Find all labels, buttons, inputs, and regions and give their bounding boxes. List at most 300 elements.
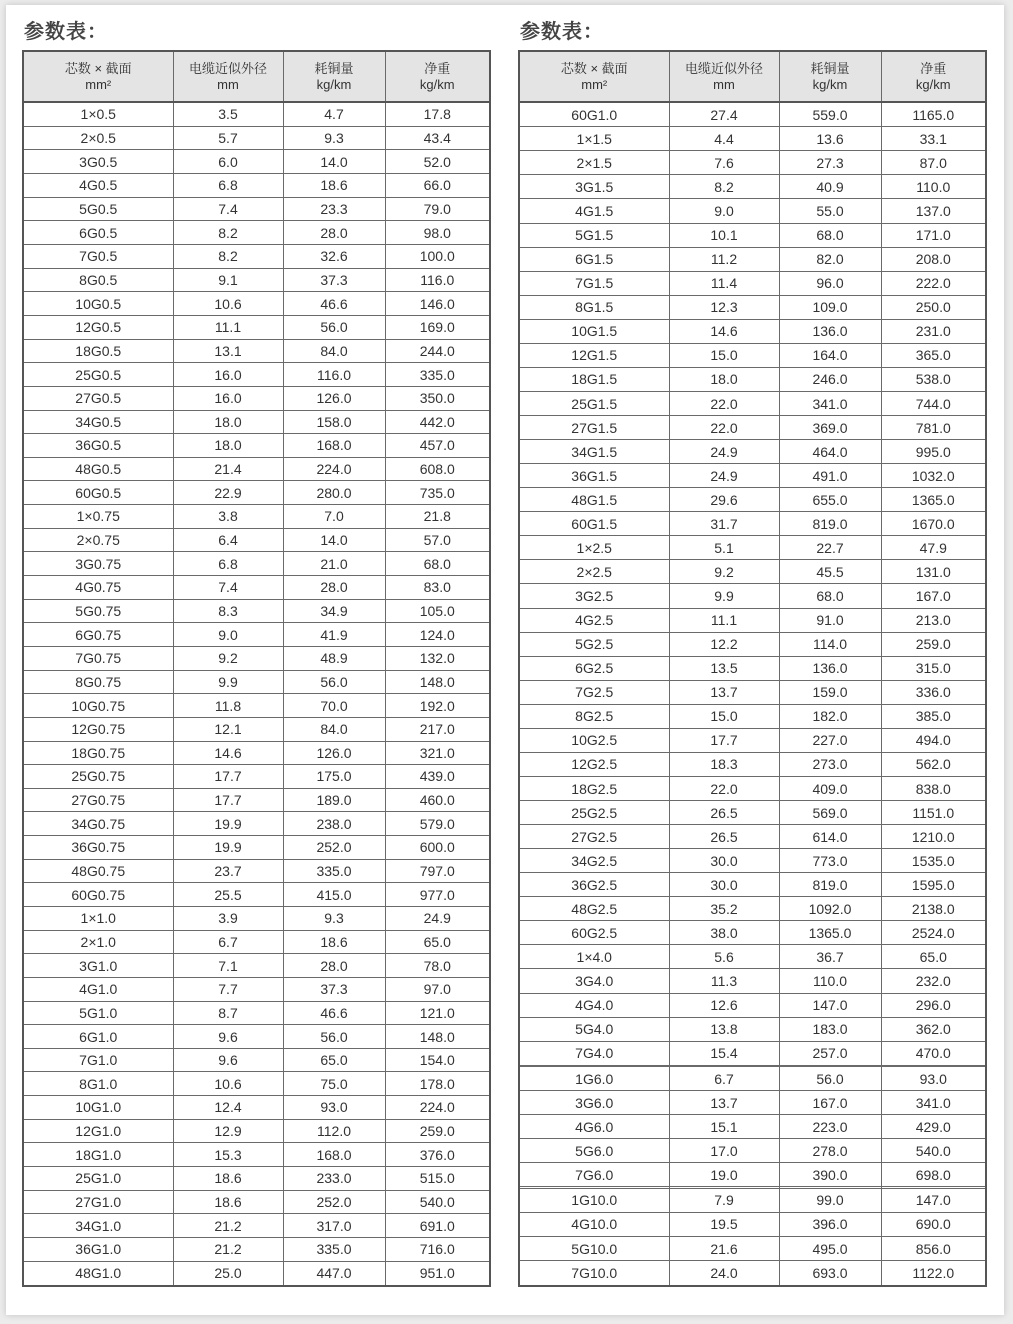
cell-copper-weight: 14.0 — [283, 528, 385, 552]
table-row — [519, 1139, 986, 1163]
cell-net-weight: 296.0 — [881, 993, 986, 1017]
right-parameter-table — [518, 50, 987, 1287]
cell-cores-section: 12G0.75 — [23, 717, 173, 741]
cell-copper-weight: 34.9 — [283, 599, 385, 623]
cell-outer-diameter: 8.2 — [173, 245, 283, 269]
cell-copper-weight: 257.0 — [779, 1041, 881, 1065]
cell-copper-weight: 27.3 — [779, 151, 881, 175]
cell-outer-diameter: 25.5 — [173, 883, 283, 907]
cell-outer-diameter: 26.5 — [669, 801, 779, 825]
table-row — [519, 584, 986, 608]
table-row — [519, 416, 986, 440]
table-row — [23, 1261, 490, 1286]
cell-outer-diameter: 38.0 — [669, 921, 779, 945]
cell-copper-weight: 114.0 — [779, 632, 881, 656]
cell-cores-section: 36G1.5 — [519, 464, 669, 488]
cell-cores-section: 4G10.0 — [519, 1212, 669, 1236]
cell-net-weight: 315.0 — [881, 656, 986, 680]
table-row — [23, 150, 490, 174]
cell-outer-diameter: 19.9 — [173, 812, 283, 836]
cell-copper-weight: 18.6 — [283, 930, 385, 954]
cell-cores-section: 7G6.0 — [519, 1163, 669, 1187]
table-row — [23, 717, 490, 741]
cell-net-weight: 259.0 — [385, 1119, 490, 1143]
cell-outer-diameter: 12.2 — [669, 632, 779, 656]
cell-outer-diameter: 11.8 — [173, 694, 283, 718]
cell-cores-section: 48G1.0 — [23, 1261, 173, 1286]
cell-copper-weight: 91.0 — [779, 608, 881, 632]
right-table-body — [519, 102, 986, 1286]
cell-net-weight: 977.0 — [385, 883, 490, 907]
cell-outer-diameter: 6.0 — [173, 150, 283, 174]
cell-outer-diameter: 15.1 — [669, 1115, 779, 1139]
table-row — [23, 126, 490, 150]
cell-outer-diameter: 23.7 — [173, 859, 283, 883]
cell-cores-section: 3G4.0 — [519, 969, 669, 993]
cell-copper-weight: 28.0 — [283, 954, 385, 978]
cell-net-weight: 365.0 — [881, 343, 986, 367]
table-row — [519, 536, 986, 560]
cell-cores-section: 25G0.5 — [23, 363, 173, 387]
cell-cores-section: 27G2.5 — [519, 825, 669, 849]
cell-copper-weight: 36.7 — [779, 945, 881, 969]
cell-outer-diameter: 35.2 — [669, 897, 779, 921]
table-row — [519, 560, 986, 584]
table-row — [519, 1067, 986, 1091]
header-net-weight: 净重 kg/km — [385, 51, 490, 102]
cell-net-weight: 68.0 — [385, 552, 490, 576]
cell-net-weight: 132.0 — [385, 646, 490, 670]
cell-net-weight: 131.0 — [881, 560, 986, 584]
table-row — [23, 245, 490, 269]
table-row — [23, 623, 490, 647]
cell-cores-section: 25G2.5 — [519, 801, 669, 825]
cell-net-weight: 376.0 — [385, 1143, 490, 1167]
cell-net-weight: 222.0 — [881, 271, 986, 295]
cell-cores-section: 18G0.75 — [23, 741, 173, 765]
cell-copper-weight: 136.0 — [779, 656, 881, 680]
cell-net-weight: 350.0 — [385, 386, 490, 410]
cell-copper-weight: 164.0 — [779, 343, 881, 367]
cell-outer-diameter: 7.4 — [173, 576, 283, 600]
cell-net-weight: 797.0 — [385, 859, 490, 883]
table-row — [519, 897, 986, 921]
table-row — [519, 391, 986, 415]
cell-outer-diameter: 15.3 — [173, 1143, 283, 1167]
cell-net-weight: 105.0 — [385, 599, 490, 623]
cell-copper-weight: 159.0 — [779, 680, 881, 704]
table-row — [23, 788, 490, 812]
right-table-title: 参数表： — [520, 19, 604, 43]
cell-copper-weight: 168.0 — [283, 434, 385, 458]
table-row — [519, 993, 986, 1017]
cell-copper-weight: 45.5 — [779, 560, 881, 584]
cell-copper-weight: 40.9 — [779, 175, 881, 199]
cell-cores-section: 7G10.0 — [519, 1261, 669, 1286]
cell-cores-section: 6G0.75 — [23, 623, 173, 647]
cell-cores-section: 5G2.5 — [519, 632, 669, 656]
table-row — [519, 608, 986, 632]
header-copper-weight: 耗铜量 kg/km — [779, 51, 881, 102]
cell-cores-section: 34G2.5 — [519, 849, 669, 873]
table-row — [23, 386, 490, 410]
cell-copper-weight: 569.0 — [779, 801, 881, 825]
cell-outer-diameter: 4.4 — [669, 127, 779, 151]
cell-copper-weight: 22.7 — [779, 536, 881, 560]
cell-outer-diameter: 16.0 — [173, 363, 283, 387]
cell-outer-diameter: 15.0 — [669, 343, 779, 367]
table-row — [23, 1167, 490, 1191]
cell-cores-section: 2×1.5 — [519, 151, 669, 175]
cell-net-weight: 562.0 — [881, 752, 986, 776]
cell-net-weight: 17.8 — [385, 102, 490, 126]
cell-cores-section: 7G2.5 — [519, 680, 669, 704]
cell-net-weight: 93.0 — [881, 1067, 986, 1091]
cell-cores-section: 8G0.75 — [23, 670, 173, 694]
cell-copper-weight: 147.0 — [779, 993, 881, 1017]
cell-outer-diameter: 10.6 — [173, 1072, 283, 1096]
table-row — [519, 752, 986, 776]
cell-net-weight: 65.0 — [881, 945, 986, 969]
cell-net-weight: 460.0 — [385, 788, 490, 812]
cell-net-weight: 690.0 — [881, 1212, 986, 1236]
table-row — [519, 440, 986, 464]
table-row — [519, 247, 986, 271]
cell-copper-weight: 7.0 — [283, 505, 385, 529]
cell-copper-weight: 252.0 — [283, 836, 385, 860]
cell-outer-diameter: 22.9 — [173, 481, 283, 505]
cell-copper-weight: 23.3 — [283, 197, 385, 221]
cell-cores-section: 10G0.5 — [23, 292, 173, 316]
cell-copper-weight: 495.0 — [779, 1236, 881, 1260]
cell-cores-section: 34G1.0 — [23, 1214, 173, 1238]
cell-cores-section: 60G0.5 — [23, 481, 173, 505]
table-row — [519, 1115, 986, 1139]
table-row — [519, 1041, 986, 1065]
cell-cores-section: 36G0.75 — [23, 836, 173, 860]
cell-copper-weight: 56.0 — [283, 1025, 385, 1049]
table-row — [23, 741, 490, 765]
cell-copper-weight: 280.0 — [283, 481, 385, 505]
cell-net-weight: 335.0 — [385, 363, 490, 387]
table-row — [23, 576, 490, 600]
cell-cores-section: 4G4.0 — [519, 993, 669, 1017]
cell-cores-section: 10G1.5 — [519, 319, 669, 343]
table-row — [23, 1143, 490, 1167]
cell-net-weight: 178.0 — [385, 1072, 490, 1096]
header-net-weight: 净重 kg/km — [881, 51, 986, 102]
table-row — [23, 765, 490, 789]
table-row — [23, 457, 490, 481]
cell-copper-weight: 409.0 — [779, 776, 881, 800]
cell-net-weight: 457.0 — [385, 434, 490, 458]
table-row — [23, 552, 490, 576]
table-row — [519, 945, 986, 969]
cell-outer-diameter: 5.7 — [173, 126, 283, 150]
cell-net-weight: 167.0 — [881, 584, 986, 608]
table-row — [519, 1236, 986, 1260]
cell-copper-weight: 233.0 — [283, 1167, 385, 1191]
cell-copper-weight: 136.0 — [779, 319, 881, 343]
cell-copper-weight: 65.0 — [283, 1048, 385, 1072]
cell-outer-diameter: 18.0 — [669, 367, 779, 391]
table-row — [519, 295, 986, 319]
cell-cores-section: 6G0.5 — [23, 221, 173, 245]
cell-outer-diameter: 13.7 — [669, 680, 779, 704]
cell-net-weight: 1535.0 — [881, 849, 986, 873]
cell-copper-weight: 317.0 — [283, 1214, 385, 1238]
table-row — [23, 1096, 490, 1120]
cell-copper-weight: 9.3 — [283, 126, 385, 150]
cell-copper-weight: 110.0 — [779, 969, 881, 993]
cell-copper-weight: 464.0 — [779, 440, 881, 464]
table-row — [519, 1188, 986, 1212]
table-row — [519, 704, 986, 728]
table-row — [519, 367, 986, 391]
cell-copper-weight: 335.0 — [283, 1237, 385, 1261]
table-row — [519, 512, 986, 536]
cell-cores-section: 3G2.5 — [519, 584, 669, 608]
cell-net-weight: 259.0 — [881, 632, 986, 656]
table-row — [23, 1048, 490, 1072]
cell-outer-diameter: 13.1 — [173, 339, 283, 363]
cell-copper-weight: 335.0 — [283, 859, 385, 883]
cell-net-weight: 124.0 — [385, 623, 490, 647]
cell-cores-section: 48G0.75 — [23, 859, 173, 883]
cell-net-weight: 232.0 — [881, 969, 986, 993]
cell-copper-weight: 246.0 — [779, 367, 881, 391]
cell-cores-section: 7G1.5 — [519, 271, 669, 295]
cell-net-weight: 21.8 — [385, 505, 490, 529]
cell-copper-weight: 773.0 — [779, 849, 881, 873]
cell-copper-weight: 84.0 — [283, 717, 385, 741]
table-row — [519, 127, 986, 151]
table-row — [519, 102, 986, 127]
document-sheet — [6, 5, 1004, 1315]
cell-outer-diameter: 18.6 — [173, 1190, 283, 1214]
cell-net-weight: 100.0 — [385, 245, 490, 269]
cell-copper-weight: 415.0 — [283, 883, 385, 907]
table-row — [23, 1237, 490, 1261]
cell-cores-section: 34G1.5 — [519, 440, 669, 464]
cell-cores-section: 4G1.0 — [23, 977, 173, 1001]
table-row — [23, 694, 490, 718]
cell-copper-weight: 167.0 — [779, 1091, 881, 1115]
cell-net-weight: 169.0 — [385, 315, 490, 339]
cell-outer-diameter: 24.0 — [669, 1261, 779, 1286]
cell-net-weight: 217.0 — [385, 717, 490, 741]
table-row — [23, 102, 490, 126]
cell-net-weight: 192.0 — [385, 694, 490, 718]
cell-net-weight: 47.9 — [881, 536, 986, 560]
cell-cores-section: 18G2.5 — [519, 776, 669, 800]
cell-cores-section: 3G1.5 — [519, 175, 669, 199]
cell-copper-weight: 1365.0 — [779, 921, 881, 945]
cell-outer-diameter: 6.7 — [173, 930, 283, 954]
cell-cores-section: 3G0.5 — [23, 150, 173, 174]
cell-net-weight: 538.0 — [881, 367, 986, 391]
cell-outer-diameter: 24.9 — [669, 440, 779, 464]
cell-net-weight: 97.0 — [385, 977, 490, 1001]
cell-outer-diameter: 12.3 — [669, 295, 779, 319]
cell-net-weight: 43.4 — [385, 126, 490, 150]
cell-net-weight: 600.0 — [385, 836, 490, 860]
cell-net-weight: 442.0 — [385, 410, 490, 434]
table-row — [23, 930, 490, 954]
cell-cores-section: 5G0.75 — [23, 599, 173, 623]
cell-copper-weight: 37.3 — [283, 268, 385, 292]
cell-net-weight: 540.0 — [881, 1139, 986, 1163]
table-row — [519, 825, 986, 849]
cell-outer-diameter: 22.0 — [669, 776, 779, 800]
cell-net-weight: 87.0 — [881, 151, 986, 175]
cell-cores-section: 18G1.5 — [519, 367, 669, 391]
cell-outer-diameter: 24.9 — [669, 464, 779, 488]
cell-net-weight: 208.0 — [881, 247, 986, 271]
cell-cores-section: 2×0.75 — [23, 528, 173, 552]
cell-outer-diameter: 9.1 — [173, 268, 283, 292]
cell-outer-diameter: 25.0 — [173, 1261, 283, 1286]
table-row — [519, 873, 986, 897]
cell-cores-section: 27G1.0 — [23, 1190, 173, 1214]
cell-cores-section: 27G0.75 — [23, 788, 173, 812]
cell-net-weight: 781.0 — [881, 416, 986, 440]
table-row — [23, 646, 490, 670]
cell-cores-section: 5G1.0 — [23, 1001, 173, 1025]
cell-cores-section: 1G6.0 — [519, 1067, 669, 1091]
cell-cores-section: 12G1.0 — [23, 1119, 173, 1143]
cell-outer-diameter: 12.9 — [173, 1119, 283, 1143]
table-row — [519, 680, 986, 704]
cell-cores-section: 12G1.5 — [519, 343, 669, 367]
cell-cores-section: 7G1.0 — [23, 1048, 173, 1072]
cell-outer-diameter: 7.6 — [669, 151, 779, 175]
cell-net-weight: 429.0 — [881, 1115, 986, 1139]
cell-cores-section: 3G0.75 — [23, 552, 173, 576]
cell-cores-section: 25G1.5 — [519, 391, 669, 415]
cell-net-weight: 341.0 — [881, 1091, 986, 1115]
right-header-row — [519, 51, 986, 102]
cell-copper-weight: 82.0 — [779, 247, 881, 271]
cell-cores-section: 48G0.5 — [23, 457, 173, 481]
cell-outer-diameter: 9.9 — [669, 584, 779, 608]
header-cores-section: 芯数 × 截面 mm² — [519, 51, 669, 102]
cell-cores-section: 12G0.5 — [23, 315, 173, 339]
table-row — [519, 921, 986, 945]
cell-net-weight: 744.0 — [881, 391, 986, 415]
cell-outer-diameter: 3.5 — [173, 102, 283, 126]
cell-outer-diameter: 17.7 — [173, 765, 283, 789]
table-row — [519, 343, 986, 367]
cell-outer-diameter: 9.0 — [669, 199, 779, 223]
cell-net-weight: 147.0 — [881, 1188, 986, 1212]
cell-outer-diameter: 9.2 — [173, 646, 283, 670]
table-row — [23, 505, 490, 529]
cell-outer-diameter: 17.0 — [669, 1139, 779, 1163]
table-row — [519, 728, 986, 752]
cell-outer-diameter: 22.0 — [669, 416, 779, 440]
cell-outer-diameter: 9.6 — [173, 1048, 283, 1072]
cell-net-weight: 735.0 — [385, 481, 490, 505]
cell-copper-weight: 4.7 — [283, 102, 385, 126]
cell-outer-diameter: 30.0 — [669, 873, 779, 897]
table-row — [23, 1190, 490, 1214]
cell-net-weight: 1595.0 — [881, 873, 986, 897]
cell-outer-diameter: 7.9 — [669, 1188, 779, 1212]
cell-outer-diameter: 6.8 — [173, 174, 283, 198]
table-row — [519, 488, 986, 512]
cell-copper-weight: 183.0 — [779, 1017, 881, 1041]
cell-copper-weight: 9.3 — [283, 906, 385, 930]
cell-outer-diameter: 8.2 — [669, 175, 779, 199]
cell-copper-weight: 273.0 — [779, 752, 881, 776]
cell-copper-weight: 75.0 — [283, 1072, 385, 1096]
cell-copper-weight: 278.0 — [779, 1139, 881, 1163]
cell-cores-section: 1×0.75 — [23, 505, 173, 529]
cell-copper-weight: 224.0 — [283, 457, 385, 481]
table-row — [23, 883, 490, 907]
table-row — [519, 1212, 986, 1236]
cell-cores-section: 36G1.0 — [23, 1237, 173, 1261]
cell-cores-section: 6G1.5 — [519, 247, 669, 271]
cell-outer-diameter: 15.0 — [669, 704, 779, 728]
cell-cores-section: 48G2.5 — [519, 897, 669, 921]
cell-net-weight: 515.0 — [385, 1167, 490, 1191]
cell-outer-diameter: 21.2 — [173, 1237, 283, 1261]
cell-outer-diameter: 11.2 — [669, 247, 779, 271]
table-row — [519, 1261, 986, 1286]
cell-cores-section: 7G0.75 — [23, 646, 173, 670]
cell-outer-diameter: 3.9 — [173, 906, 283, 930]
cell-net-weight: 57.0 — [385, 528, 490, 552]
cell-net-weight: 1032.0 — [881, 464, 986, 488]
table-row — [519, 849, 986, 873]
cell-net-weight: 121.0 — [385, 1001, 490, 1025]
cell-cores-section: 27G1.5 — [519, 416, 669, 440]
cell-outer-diameter: 7.7 — [173, 977, 283, 1001]
cell-copper-weight: 819.0 — [779, 512, 881, 536]
cell-cores-section: 27G0.5 — [23, 386, 173, 410]
table-row — [23, 1025, 490, 1049]
cell-net-weight: 78.0 — [385, 954, 490, 978]
table-row — [519, 632, 986, 656]
cell-copper-weight: 182.0 — [779, 704, 881, 728]
cell-outer-diameter: 7.1 — [173, 954, 283, 978]
cell-copper-weight: 56.0 — [283, 670, 385, 694]
cell-cores-section: 34G0.75 — [23, 812, 173, 836]
cell-outer-diameter: 6.8 — [173, 552, 283, 576]
cell-outer-diameter: 22.0 — [669, 391, 779, 415]
cell-cores-section: 7G4.0 — [519, 1041, 669, 1065]
cell-outer-diameter: 8.3 — [173, 599, 283, 623]
table-row — [519, 1017, 986, 1041]
cell-cores-section: 12G2.5 — [519, 752, 669, 776]
cell-cores-section: 60G1.0 — [519, 102, 669, 127]
cell-net-weight: 362.0 — [881, 1017, 986, 1041]
cell-net-weight: 33.1 — [881, 127, 986, 151]
cell-net-weight: 2138.0 — [881, 897, 986, 921]
cell-cores-section: 4G2.5 — [519, 608, 669, 632]
cell-cores-section: 25G0.75 — [23, 765, 173, 789]
cell-cores-section: 5G1.5 — [519, 223, 669, 247]
header-cores-section: 芯数 × 截面 mm² — [23, 51, 173, 102]
cell-copper-weight: 369.0 — [779, 416, 881, 440]
cell-net-weight: 470.0 — [881, 1041, 986, 1065]
cell-outer-diameter: 9.2 — [669, 560, 779, 584]
cell-net-weight: 224.0 — [385, 1096, 490, 1120]
cell-net-weight: 2524.0 — [881, 921, 986, 945]
cell-net-weight: 321.0 — [385, 741, 490, 765]
